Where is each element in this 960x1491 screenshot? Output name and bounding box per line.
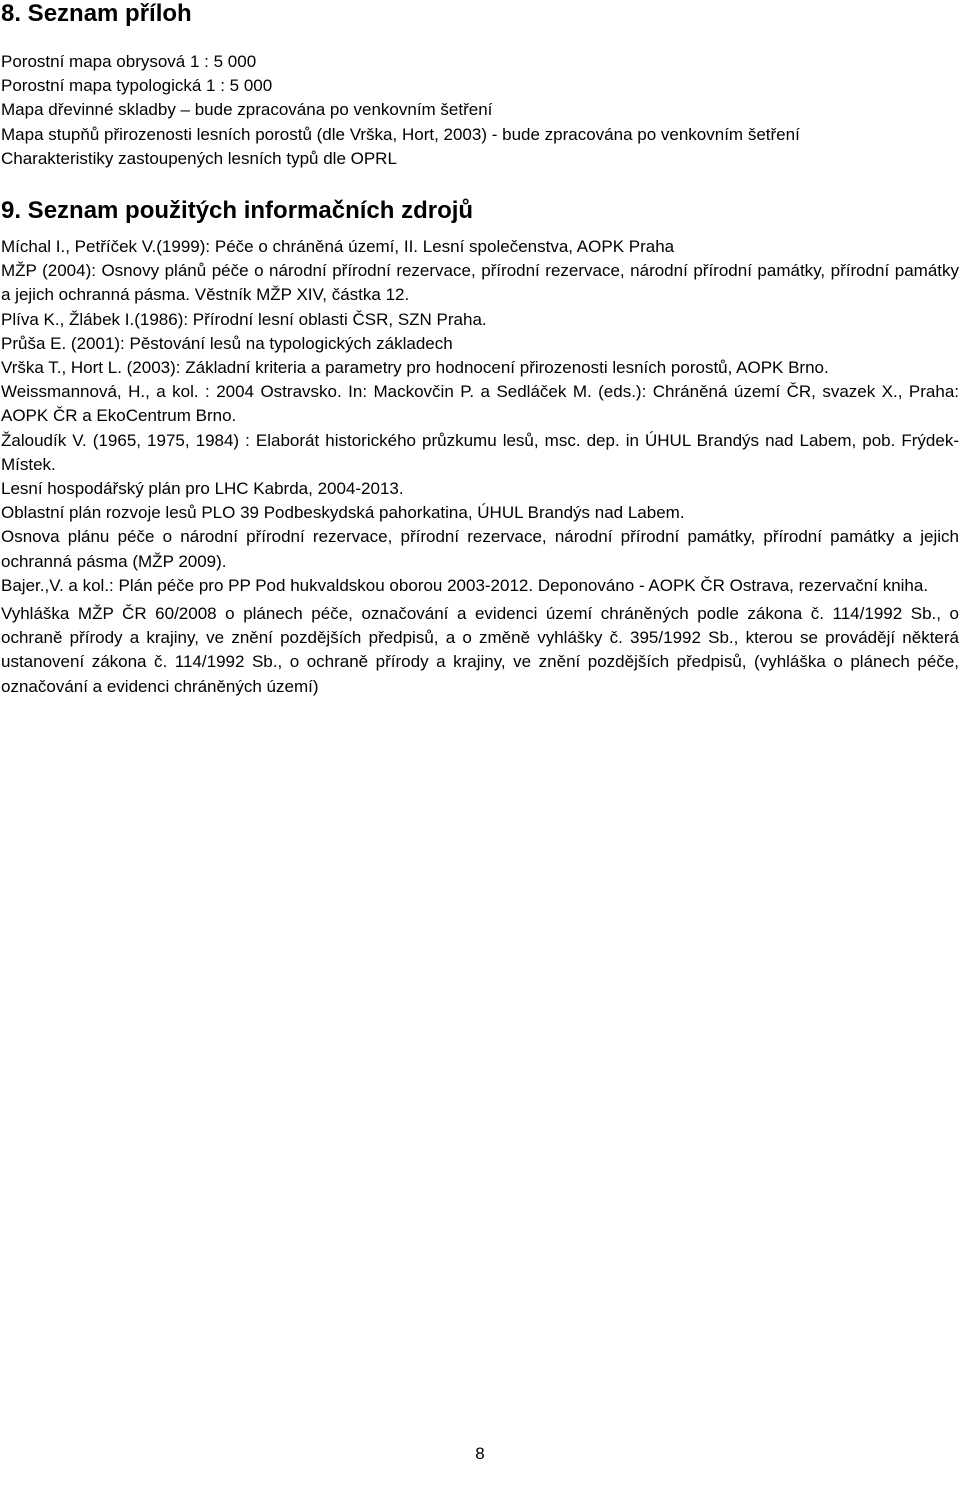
- attachment-item: Porostní mapa typologická 1 : 5 000: [1, 76, 273, 96]
- section-9-heading: 9. Seznam použitých informačních zdrojů: [1, 197, 474, 225]
- source-item: Plíva K., Žlábek I.(1986): Přírodní lesní oblasti ČSR, SZN Praha.: [1, 309, 487, 329]
- attachment-item: Mapa dřevinné skladby – bude zpracována po venkovním šetření: [1, 100, 493, 120]
- page-content: [1, 0, 959, 699]
- source-item: MŽP (2004): Osnovy plánů péče o národní přírodní rezervace, přírodní rezervace, národní přírodní památky, přírodní památky a jejich ochranná pásma. Věstník MŽP XIV, částka 12.: [1, 261, 959, 305]
- source-item: Vyhláška MŽP ČR 60/2008 o plánech péče, označování a evidenci území chráněných podle zákona č. 114/1992 Sb., o ochraně přírody a krajiny, ve znění pozdějších předpisů, a o změně vyhlášky č. 395/1992 Sb., kterou se provádějí některá ustanovení zákona č. 114/1992 Sb., o ochraně přírody a krajiny, ve znění pozdějších předpisů, (vyhláška o plánech péče, označování a evidenci chráněných území): [1, 604, 959, 696]
- source-item: Oblastní plán rozvoje lesů PLO 39 Podbeskydská pahorkatina, ÚHUL Brandýs nad Labem.: [1, 503, 685, 523]
- page-number: 8: [475, 1444, 485, 1463]
- attachment-item: Porostní mapa obrysová 1 : 5 000: [1, 52, 257, 71]
- attachment-item: Mapa stupňů přirozenosti lesních porostů (dle Vrška, Hort, 2003) - bude zpracována po venkovním šetření: [1, 124, 800, 144]
- attachments-list: [1, 50, 959, 171]
- section-9-heading-wrap: [1, 197, 959, 225]
- source-item: Žaloudík V. (1965, 1975, 1984) : Elaborát historického průzkumu lesů, msc. dep. in ÚHUL Brandýs nad Labem, pob. Frýdek-Místek.: [1, 430, 959, 474]
- source-item: Lesní hospodářský plán pro LHC Kabrda, 2004-2013.: [1, 479, 404, 499]
- sources-list: [1, 235, 959, 699]
- source-item: Míchal I., Petříček V.(1999): Péče o chráněná území, II. Lesní společenstva, AOPK Praha: [1, 237, 675, 257]
- attachment-item: Charakteristiky zastoupených lesních typů dle OPRL: [1, 148, 397, 168]
- source-item: Weissmannová, H., a kol. : 2004 Ostravsko. In: Mackovčin P. a Sedláček M. (eds.): Chráněná území ČR, svazek X., Praha: AOPK ČR a EkoCentrum Brno.: [1, 382, 959, 426]
- source-item: Vrška T., Hort L. (2003): Základní kriteria a parametry pro hodnocení přirozenosti lesních porostů, AOPK Brno.: [1, 358, 829, 378]
- section-8-heading: 8. Seznam příloh: [1, 0, 192, 27]
- source-item: Osnova plánu péče o národní přírodní rezervace, přírodní rezervace, národní přírodní památky, přírodní památky a jejich ochranná pásma (MŽP 2009).: [1, 527, 959, 571]
- source-item: Průša E. (2001): Pěstování lesů na typologických základech: [1, 333, 453, 353]
- source-item: Bajer.,V. a kol.: Plán péče pro PP Pod hukvaldskou oborou 2003-2012. Deponováno - AOPK ČR Ostrava, rezervační kniha.: [1, 575, 929, 595]
